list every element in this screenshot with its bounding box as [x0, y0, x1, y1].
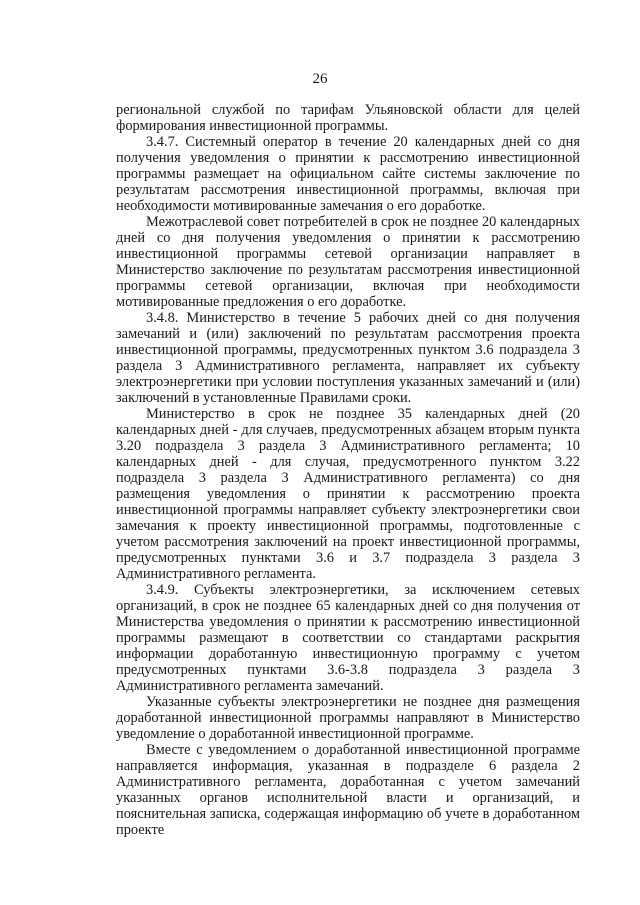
paragraph-notification: Указанные субъекты электроэнергетики не позднее дня размещения доработанной инвестиционной программы направляют в Министерство уведомление о доработанной инвестиционной программе. — [116, 694, 580, 742]
page-number: 26 — [312, 71, 328, 87]
paragraph-3-4-8: 3.4.8. Министерство в течение 5 рабочих дней со дня получения замечаний и (или) заключений по результатам рассмотрения проекта инвестиционной программы, предусмотренных пунктом 3.6 подраздела 3 раздела 3 Административного регламента, направляет их субъекту электроэнергетики при условии поступления указанных замечаний и (или) заключений в установленные Правилами сроки. — [116, 310, 580, 406]
paragraph-explanatory-note: Вместе с уведомлением о доработанной инвестиционной программе направляется информация, указанная в подразделе 6 раздела 2 Административного регламента, доработанная с учетом замечаний указанных органов исполнительной власти и организаций, и пояснительная записка, содержащая информацию об учете в доработанном проекте — [116, 742, 580, 838]
paragraph-3-4-7: 3.4.7. Системный оператор в течение 20 календарных дней со дня получения уведомления о принятии к рассмотрению инвестиционной программы размещает на официальном сайте системы заключение по результатам рассмотрения инвестиционной программы, включая при необходимости мотивированные замечания о его доработке. — [116, 134, 580, 214]
paragraph-continuation: региональной службой по тарифам Ульяновской области для целей формирования инвестиционной программы. — [116, 102, 580, 134]
paragraph-consumer-council: Межотраслевой совет потребителей в срок не позднее 20 календарных дней со дня получения уведомления о принятии к рассмотрению инвестиционной программы сетевой организации направляет в Министерство заключение по результатам рассмотрения инвестиционной программы сетевой организации, включая при необходимости мотивированные предложения о его доработке. — [116, 214, 580, 310]
paragraph-3-4-9: 3.4.9. Субъекты электроэнергетики, за исключением сетевых организаций, в срок не позднее 65 календарных дней со дня получения от Министерства уведомления о принятии к рассмотрению инвестиционной программы размещают в соответствии со стандартами раскрытия информации доработанную инвестиционную программу с учетом предусмотренных пунктами 3.6-3.8 подраздела 3 раздела 3 Административного регламента замечаний. — [116, 582, 580, 694]
document-body — [116, 102, 580, 838]
paragraph-ministry-deadline: Министерство в срок не позднее 35 календарных дней (20 календарных дней - для случаев, предусмотренных абзацем вторым пункта 3.20 подраздела 3 раздела 3 Административного регламента; 10 календарных дней - для случая, предусмотренного пунктом 3.22 подраздела 3 раздела 3 Административного регламента) со дня размещения уведомления о принятии к рассмотрению проекта инвестиционной программы направляет субъекту электроэнергетики свои замечания к проекту инвестиционной программы, подготовленные с учетом рассмотрения заключений на проект инвестиционной программы, предусмотренных пунктами 3.6 и 3.7 подраздела 3 раздела 3 Административного регламента. — [116, 406, 580, 582]
